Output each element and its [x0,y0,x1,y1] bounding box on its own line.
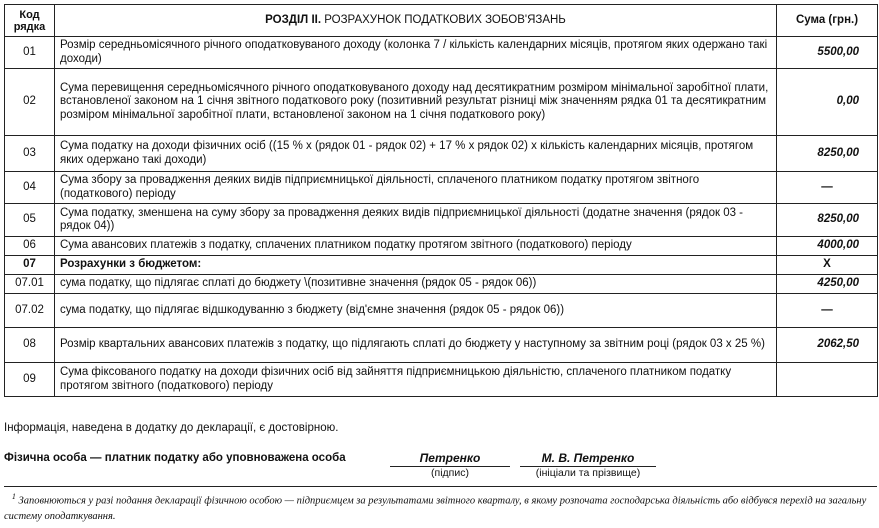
row-text: сума податку, що підлягає сплаті до бюджету \(позитивне значення (рядок 05 - рядок 06)) [55,275,777,294]
row-code: 08 [5,328,55,363]
row-sum: Х [777,256,878,275]
table-row [5,275,878,294]
signature-caption: (підпис) [431,467,469,479]
row-sum: 4250,00 [777,275,878,294]
row-code: 03 [5,136,55,172]
table-row [5,363,878,397]
row-sum: 8250,00 [777,136,878,172]
header-sum: Сума (грн.) [777,5,878,37]
row-code: 07 [5,256,55,275]
row-code: 04 [5,172,55,204]
row-text: сума податку, що підлягає відшкодуванню з бюджету (від'ємне значення (рядок 05 - рядок 06)) [55,294,777,328]
row-code: 07.02 [5,294,55,328]
name-value: М. В. Петренко [520,451,656,467]
table-row [5,37,878,69]
row-code: 02 [5,69,55,136]
table-row [5,69,878,136]
signature-block [390,451,510,479]
row-text: Сума податку на доходи фізичних осіб ((15 % х (рядок 01 - рядок 02) + 17 % х рядок 02) х кількість календарних місяців, протягом яких одержано такі доходи) [55,136,777,172]
footnote [4,489,874,524]
row-text: Розмір середньомісячного річного оподатковуваного доходу (колонка 7 / кількість календарних місяців, протягом яких одержано такі доходи) [55,37,777,69]
row-code: 07.01 [5,275,55,294]
row-text: Сума авансових платежів з податку, сплачених платником податку протягом звітного (податкового) періоду [55,237,777,256]
row-code: 01 [5,37,55,69]
row-code: 09 [5,363,55,397]
row-text: Сума фіксованого податку на доходи фізичних осіб від зайняття підприємницькою діяльністю, сплаченого платником податку протягом звітного (податкового) періоду [55,363,777,397]
row-text: Сума збору за провадження деяких видів підприємницької діяльності, сплаченого платником податку протягом звітного (податкового) періоду [55,172,777,204]
row-sum: — [777,172,878,204]
row-sum: 5500,00 [777,37,878,69]
info-statement: Інформація, наведена в додатку до декларації, є достовірною. [4,422,339,434]
section-title [55,5,777,37]
table-row [5,237,878,256]
row-sum: — [777,294,878,328]
footnote-text: Заповнюються у разі подання декларації фізичною особою — підприємцем за результатами звітного кварталу, в якому розпочата господарська діяльність або відбувся перехід на загальну систему оподаткування. [4,495,867,522]
row-text: Сума податку, зменшена на суму збору за провадження деяких видів підприємницької діяльності (додатне значення (рядок 03 - рядок 04)) [55,204,777,237]
signer-label: Фізична особа — платник податку або уповноважена особа [4,452,346,464]
row-text: Сума перевищення середньомісячного річного оподатковуваного доходу над десятикратним розміром мінімальної заробітної плати, встановленої законом на 1 січня звітного податкового року (позитивний результат різниці між значенням рядка 01 та десятикратним розміром мінімальної заробітної плати, встановленої законом на 1 січня податкового року) [55,69,777,136]
footnote-mark: 1 [11,492,16,501]
row-sum [777,363,878,397]
row-text: Розмір квартальних авансових платежів з податку, що підлягають сплаті до бюджету у наступному за звітним році (рядок 03 х 25 %) [55,328,777,363]
row-code: 05 [5,204,55,237]
name-caption: (ініціали та прізвище) [535,467,641,479]
tax-calculation-table [4,4,878,397]
table-row [5,204,878,237]
footnote-divider [4,486,877,487]
header-code: Код рядка [5,5,55,37]
table-row [5,256,878,275]
table-row [5,328,878,363]
row-sum: 0,00 [777,69,878,136]
row-text: Розрахунки з бюджетом: [55,256,777,275]
row-sum: 4000,00 [777,237,878,256]
signature-value: Петренко [390,451,510,467]
table-row [5,172,878,204]
section-title-text: РОЗРАХУНОК ПОДАТКОВИХ ЗОБОВ'ЯЗАНЬ [324,13,566,26]
row-sum: 2062,50 [777,328,878,363]
section-prefix: РОЗДІЛ ІІ. [265,13,322,26]
table-row [5,136,878,172]
name-block [520,451,656,479]
row-sum: 8250,00 [777,204,878,237]
row-code: 06 [5,237,55,256]
table-row [5,294,878,328]
